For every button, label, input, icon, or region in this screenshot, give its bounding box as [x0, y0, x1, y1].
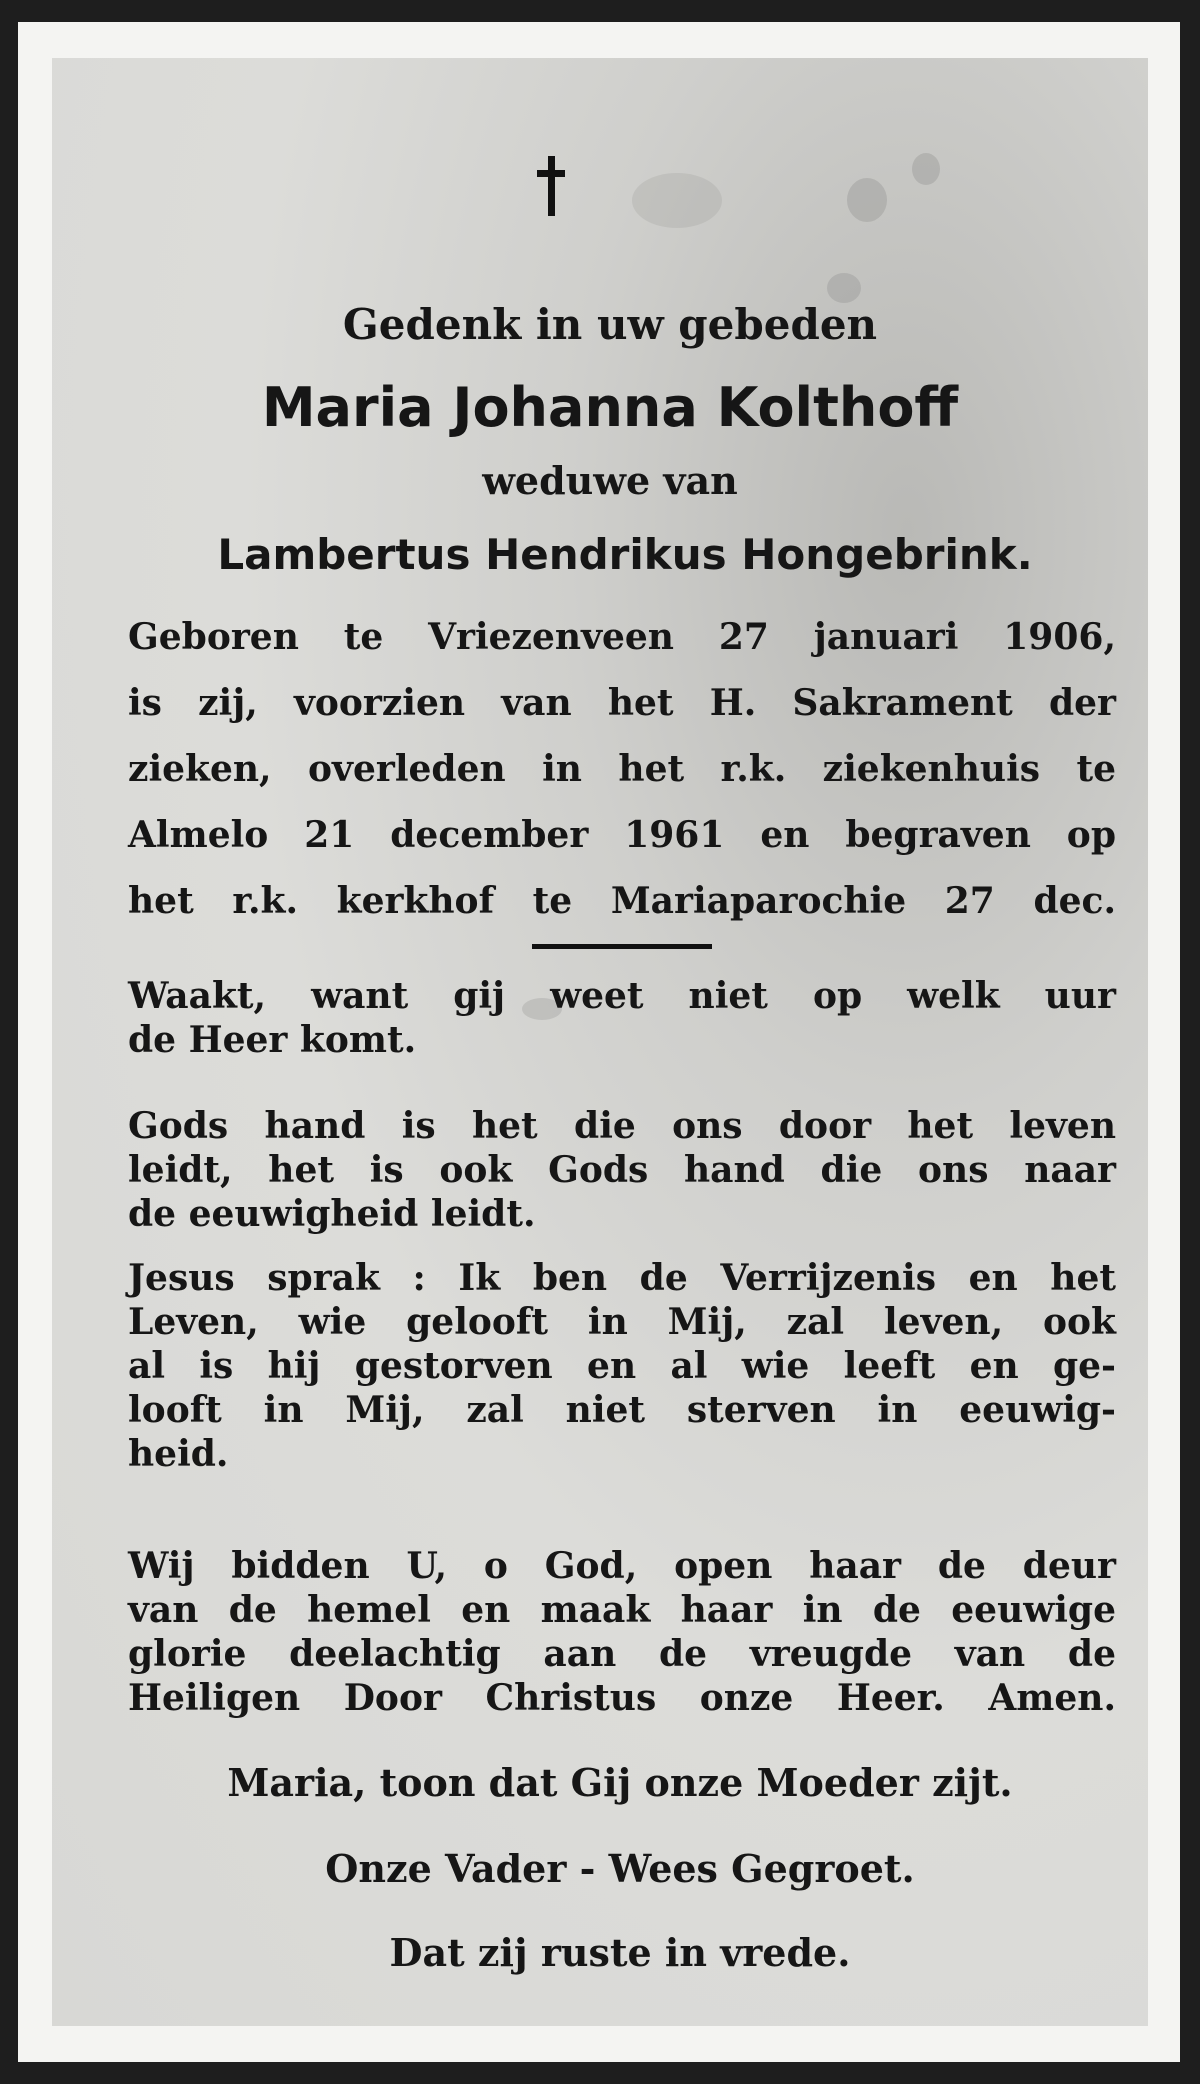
biography-line: het r.k. kerkhof te Mariaparochie 27 dec.: [128, 880, 1116, 922]
closing-text: Dat zij ruste in vrede.: [389, 1930, 851, 1975]
quote-line: de eeuwigheid leidt.: [128, 1193, 536, 1235]
quote-line: de Heer komt.: [128, 1019, 417, 1061]
quote-line: Gods hand is het die ons door het leven: [128, 1105, 1116, 1147]
stain-mark: [847, 178, 887, 222]
biography-line: Almelo 21 december 1961 en begraven op: [128, 814, 1116, 856]
prayers-line: Onze Vader - Wees Gegroet.: [325, 1846, 915, 1891]
spouse-name: Lambertus Hendrikus Hongebrink.: [217, 530, 1033, 579]
biography-line: Geboren te Vriezenveen 27 januari 1906,: [128, 616, 1116, 658]
stain-mark: [632, 173, 722, 228]
biography-line: is zij, voorzien van het H. Sakrament der: [128, 682, 1116, 724]
prayer-line: Wij bidden U, o God, open haar de deur: [128, 1545, 1116, 1587]
quote-line: looft in Mij, zal niet sterven in eeuwig-: [128, 1389, 1116, 1431]
quote-line: Jesus sprak : Ik ben de Verrijzenis en het: [128, 1257, 1116, 1299]
stain-mark: [912, 153, 940, 185]
biography-text: [128, 604, 1116, 934]
relation-text: weduwe van: [482, 458, 738, 503]
quote-line: al is hij gestorven en al wie leeft en ge-: [128, 1345, 1116, 1387]
quote-line: leidt, het is ook Gods hand die ons naar: [128, 1149, 1116, 1191]
quote-gods-hand: [128, 1104, 1116, 1236]
prayer-line: Heiligen Door Christus onze Heer. Amen.: [128, 1677, 1116, 1719]
prayer-text: [128, 1544, 1116, 1720]
card-header: Gedenk in uw gebeden: [342, 300, 878, 349]
prayer-line: van de hemel en maak haar in de eeuwige: [128, 1589, 1116, 1631]
quote-line: Leven, wie gelooft in Mij, zal leven, ook: [128, 1301, 1116, 1343]
stain-mark: [827, 273, 861, 303]
cross-icon: [536, 156, 566, 216]
section-divider: [532, 944, 712, 949]
deceased-name: Maria Johanna Kolthoff: [261, 376, 959, 439]
prayer-line: glorie deelachtig aan de vreugde van de: [128, 1633, 1116, 1675]
quote-resurrection: [128, 1256, 1116, 1476]
invocation-text: Maria, toon dat Gij onze Moeder zijt.: [227, 1760, 1013, 1805]
quote-line: Waakt, want gij weet niet op welk uur: [128, 975, 1116, 1017]
quote-line: heid.: [128, 1433, 229, 1475]
biography-line: zieken, overleden in het r.k. ziekenhuis te: [128, 748, 1116, 790]
quote-watch: [128, 974, 1116, 1062]
